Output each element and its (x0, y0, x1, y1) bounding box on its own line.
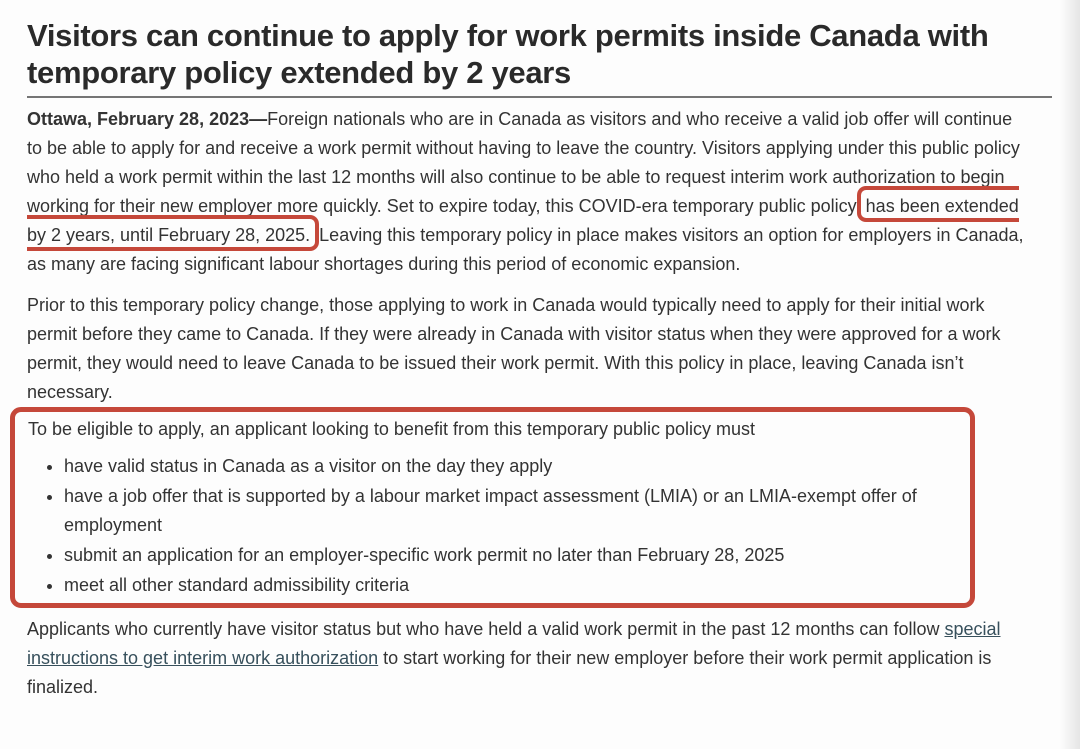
eligibility-intro: To be eligible to apply, an applicant looking to benefit from this temporary public policy must (28, 419, 756, 439)
page-title: Visitors can continue to apply for work permits inside Canada with temporary policy extended by 2 years (27, 18, 989, 90)
interim-work-authorization-link[interactable]: special instructions to get interim work authorization (27, 619, 1001, 668)
annotation-box-extension-date: has been extended by 2 years, until February 28, 2025. (27, 186, 1019, 251)
paragraph-prior-policy: Prior to this temporary policy change, those applying to work in Canada would typically need to apply for their initial work permit before they came to Canada. If they were already in Canada with visitor status when they were approved for a work permit, they would need to leave Canada to be issued their work permit. With this policy in place, leaving Canada isn’t necessary. (27, 295, 1001, 402)
paragraph-intro-text: Foreign nationals who are in Canada as visitors and who receive a valid job offer will continue to be able to apply for and receive a work permit without having to leave the country. Visitors applying under this public policy who held a work permit within the last 12 months will also continue to be able to request interim work authorization to begin working for their new employer more quickly. Set to expire today, this COVID-era temporary public policy (27, 109, 1020, 216)
dateline: Ottawa, February 28, 2023— (27, 109, 268, 129)
right-edge-shadow (1060, 0, 1080, 749)
eligibility-item: • have a job offer that is supported by a labour market impact assessment (LMIA) or an LMIA-exempt offer of employment (64, 482, 950, 540)
paragraph-applicants (27, 615, 1028, 702)
paragraph-applicants-text: Applicants who currently have visitor status but who have held a valid work permit in the past 12 months can follow (27, 619, 945, 639)
annotation-box-eligibility (10, 407, 975, 608)
eligibility-list (28, 452, 950, 600)
news-release-article (27, 17, 1028, 714)
paragraph-intro (27, 105, 1028, 279)
eligibility-item: • meet all other standard admissibility criteria (64, 571, 950, 600)
eligibility-item: • have valid status in Canada as a visitor on the day they apply (64, 452, 950, 481)
paragraph-intro-text-after: Leaving this temporary policy in place makes visitors an option for employers in Canada, as many are facing significant labour shortages during this period of economic expansion. (27, 225, 1024, 274)
title-divider (27, 96, 1052, 98)
paragraph-applicants-text-after: to start working for their new employer before their work permit application is finalized. (27, 648, 992, 697)
eligibility-item: • submit an application for an employer-specific work permit no later than February 28, 2025 (64, 541, 950, 570)
